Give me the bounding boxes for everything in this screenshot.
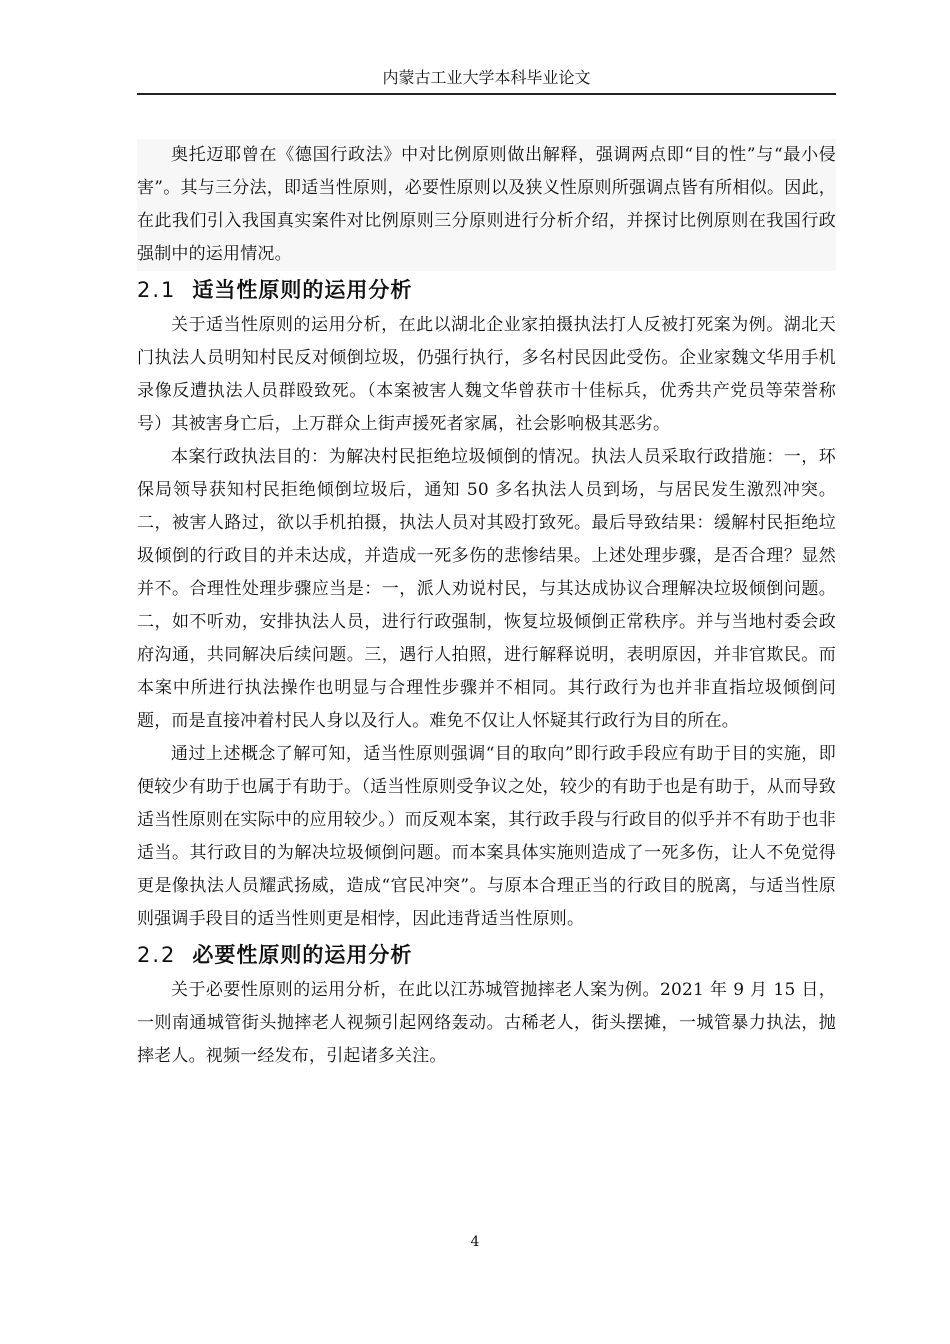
section-title: 适当性原则的运用分析 — [192, 278, 413, 302]
section-number: 2.2 — [137, 943, 177, 967]
section-heading-2-2 — [137, 936, 836, 974]
intro-block — [137, 139, 836, 271]
section-number: 2.1 — [137, 278, 177, 302]
section-heading-2-1 — [137, 271, 836, 309]
header-rule — [137, 93, 836, 95]
running-header: 内蒙古工业大学本科毕业论文 — [382, 68, 591, 87]
section-title: 必要性原则的运用分析 — [192, 943, 413, 967]
paragraph-2-1-2: 本案行政执法目的：为解决村民拒绝垃圾倾倒的情况。执法人员采取行政措施：一，环保局领导获知村民拒绝倾倒垃圾后，通知 50 多名执法人员到场，与居民发生激烈冲突。二，被害人路过，欲以手机拍摄，执法人员对其殴打致死。最后导致结果：缓解村民拒绝垃圾倾倒的行政目的并未达成，并造成一死多伤的悲惨结果。上述处理步骤，是否合理？显然并不。合理性处理步骤应当是：一，派人劝说村民，与其达成协议合理解决垃圾倾倒问题。二，如不听劝，安排执法人员，进行行政强制，恢复垃圾倾倒正常秩序。并与当地村委会政府沟通，共同解决后续问题。三，遇行人拍照，进行解释说明，表明原因，并非官欺民。而本案中所进行执法操作也明显与合理性步骤并不相同。其行政行为也并非直指垃圾倾倒问题，而是直接冲着村民人身以及行人。难免不仅让人怀疑其行政行为目的所在。 — [137, 447, 836, 731]
paragraph-2-2-1: 关于必要性原则的运用分析，在此以江苏城管抛摔老人案为例。2021 年 9 月 15 日，一则南通城管街头抛摔老人视频引起网络轰动。古稀老人，街头摆摊，一城管暴力执法，抛摔老人。视频一经发布，引起诸多关注。 — [137, 980, 836, 1066]
page-number: 4 — [470, 1234, 480, 1250]
paragraph-2-1-3: 通过上述概念了解可知，适当性原则强调“目的取向”即行政手段应有助于目的实施，即便较少有助于也属于有助于。（适当性原则受争议之处，较少的有助于也是有助于，从而导致适当性原则在实际中的应用较少。）而反观本案，其行政手段与行政目的似乎并不有助于也非适当。其行政目的为解决垃圾倾倒问题。而本案具体实施则造成了一死多伤，让人不免觉得更是像执法人员耀武扬威，造成“官民冲突”。与原本合理正当的行政目的脱离，与适当性原则强调手段目的适当性则更是相悖，因此违背适当性原则。 — [137, 744, 836, 929]
page-body — [137, 139, 836, 1073]
paragraph-2-1-1: 关于适当性原则的运用分析，在此以湖北企业家拍摄执法打人反被打死案为例。湖北天门执法人员明知村民反对倾倒垃圾，仍强行执行，多名村民因此受伤。企业家魏文华用手机录像反遭执法人员群殴致死。（本案被害人魏文华曾获市十佳标兵，优秀共产党员等荣誉称号）其被害身亡后，上万群众上街声援死者家属，社会影响极其恶劣。 — [137, 315, 836, 434]
paragraph-intro: 奥托迈耶曾在《德国行政法》中对比例原则做出解释，强调两点即“目的性”与“最小侵害”。其与三分法，即适当性原则，必要性原则以及狭义性原则所强调点皆有所相似。因此，在此我们引入我国真实案件对比例原则三分原则进行分析介绍，并探讨比例原则在我国行政强制中的运用情况。 — [137, 139, 836, 271]
